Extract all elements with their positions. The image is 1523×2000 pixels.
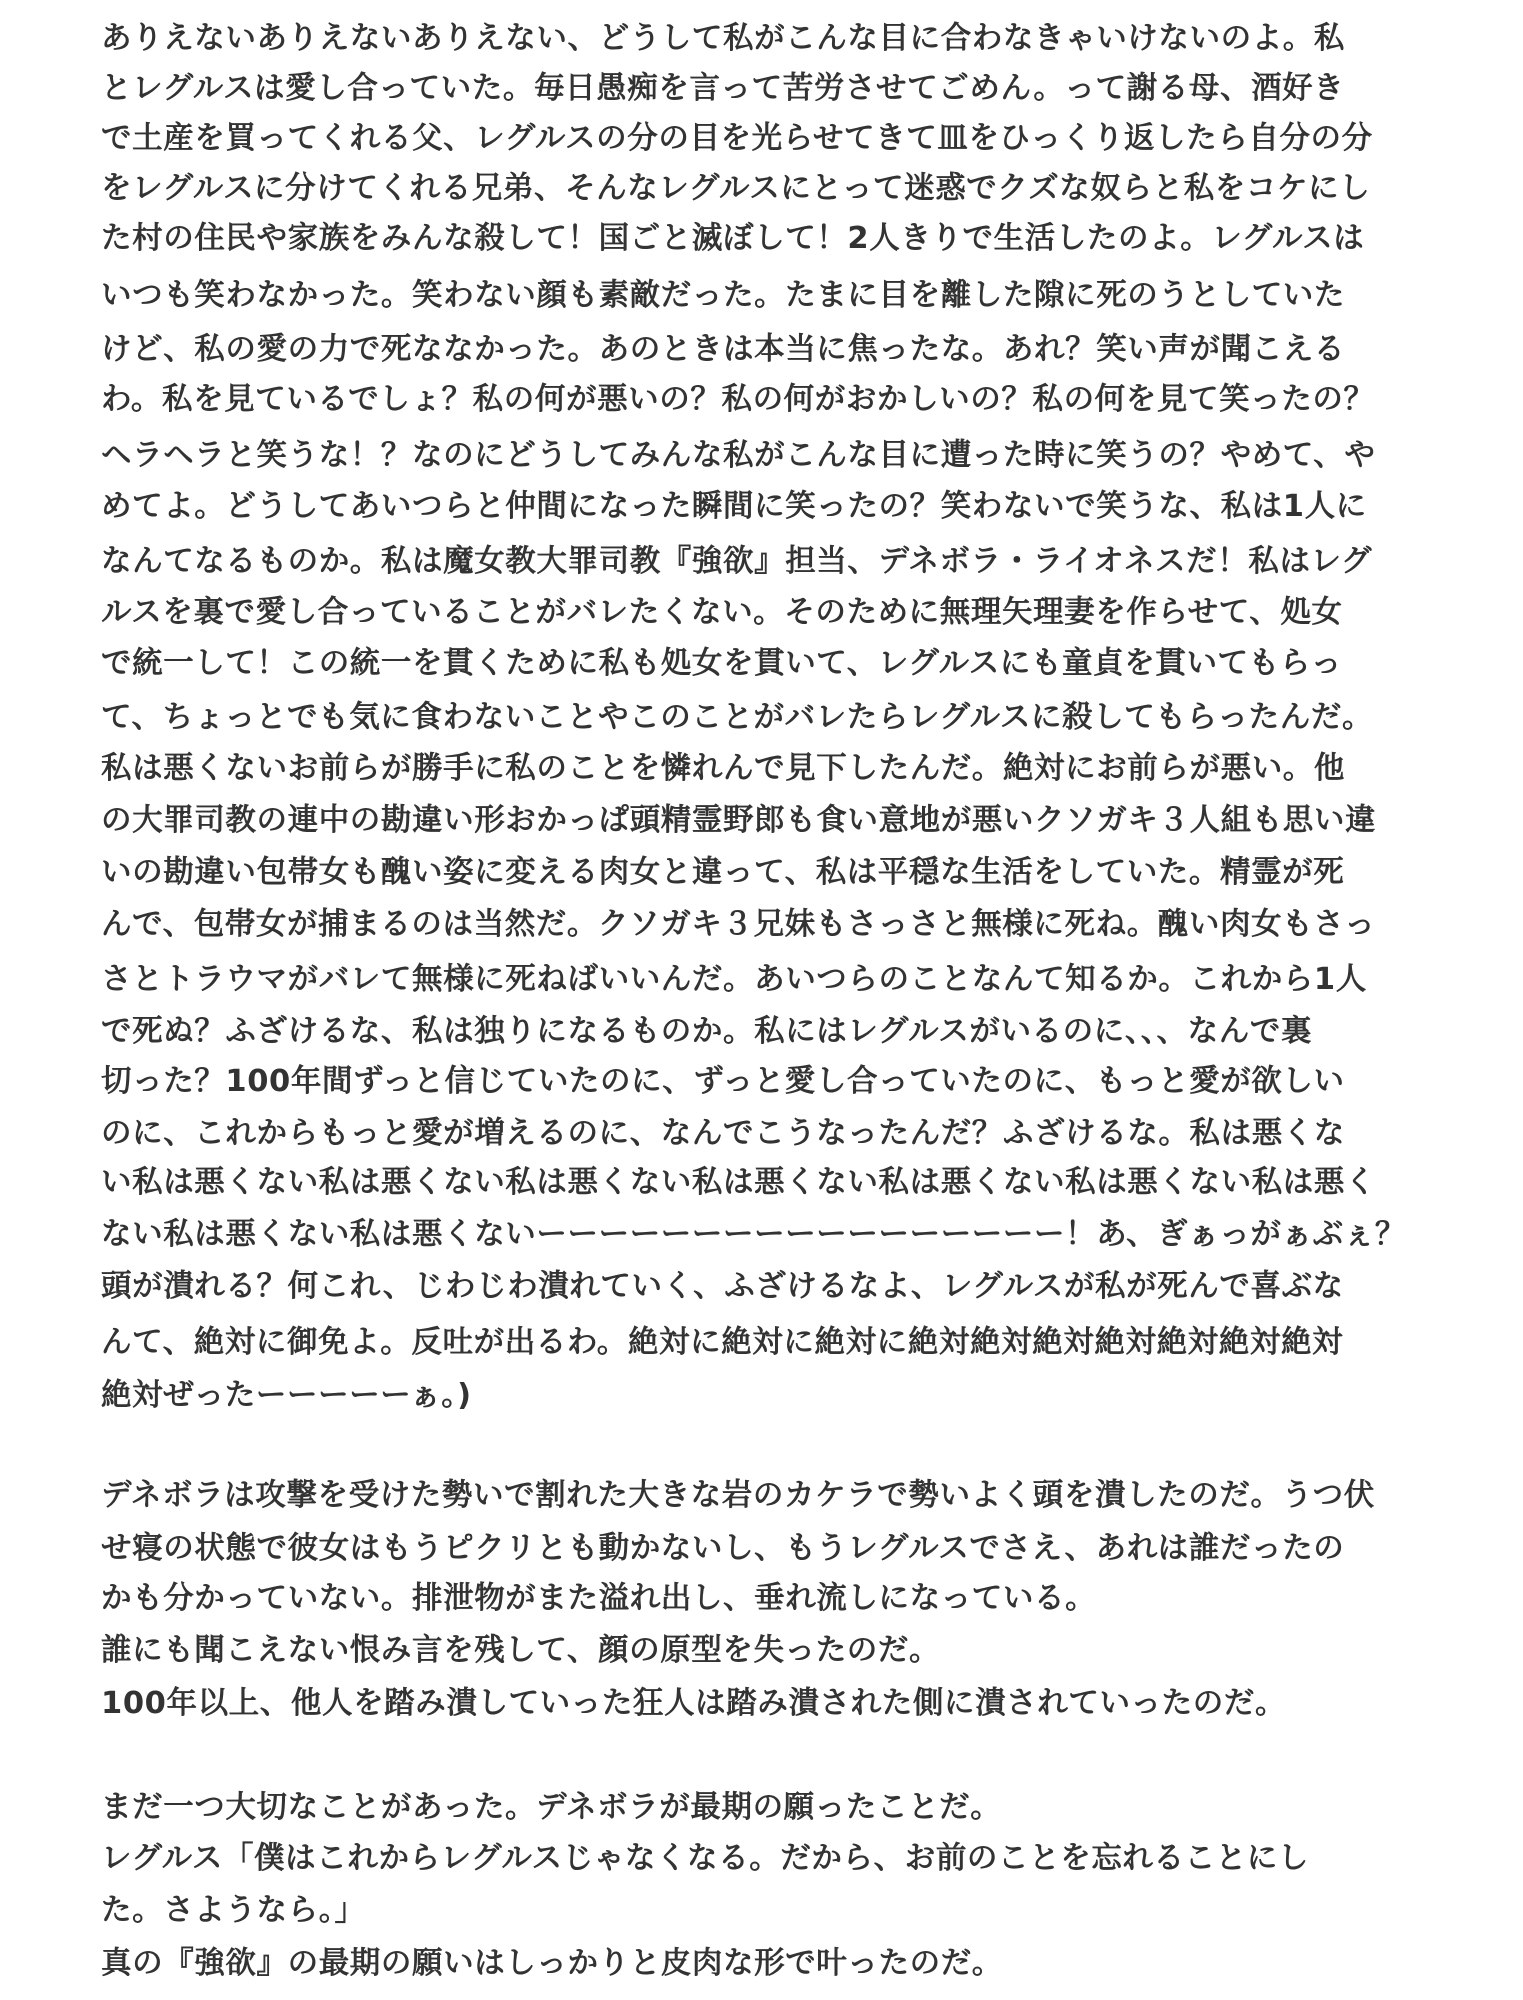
text-line: ルスを裏で愛し合っていることがバレたくない。そのために無理矢理妻を作らせて、処女	[101, 595, 1343, 630]
text-line: 切った？100年間ずっと信じていたのに、ずっと愛し合っていたのに、もっと愛が欲しい	[101, 1064, 1345, 1099]
text-line: 私は悪くないお前らが勝手に私のことを憐れんで見下したんだ。絶対にお前らが悪い。他	[101, 751, 1345, 786]
text-line: のに、これからもっと愛が増えるのに、なんでこうなったんだ？ふざけるな。私は悪くな	[101, 1116, 1345, 1151]
text-line: の大罪司教の連中の勘違い形おかっぱ頭精霊野郎も食い意地が悪いクソガキ３人組も思い違	[101, 803, 1377, 838]
text-line: けど、私の愛の力で死ななかった。あのときは本当に焦ったな。あれ？笑い声が聞こえる	[101, 332, 1345, 367]
text-line: いつも笑わなかった。笑わない顔も素敵だった。たまに目を離した隙に死のうとしていた	[101, 278, 1345, 313]
text-line: デネボラは攻撃を受けた勢いで割れた大きな岩のカケラで勢いよく頭を潰したのだ。うつ伏	[101, 1478, 1375, 1513]
text-line: た村の住民や家族をみんな殺して！国ごと滅ぼして！2人きりで生活したのよ。レグルスは	[101, 221, 1365, 256]
text-line: ヘラヘラと笑うな！？なのにどうしてみんな私がこんな目に遭った時に笑うの？やめて、や	[101, 438, 1376, 473]
text-line: ない私は悪くない私は悪くないーーーーーーーーーーーーーーーーー！あ、ぎぁっがぁぶぇ？	[101, 1217, 1406, 1252]
text-line: 誰にも聞こえない恨み言を残して、顔の原型を失ったのだ。	[101, 1633, 941, 1668]
text-line: かも分かっていない。排泄物がまた溢れ出し、垂れ流しになっている。	[101, 1581, 1097, 1616]
text-line: 100年以上、他人を踏み潰していった狂人は踏み潰された側に潰されていったのだ。	[101, 1686, 1287, 1721]
text-line: 頭が潰れる？何これ、じわじわ潰れていく、ふざけるなよ、レグルスが私が死んで喜ぶな	[101, 1269, 1344, 1304]
text-line: 真の『強欲』の最期の願いはしっかりと皮肉な形で叶ったのだ。	[101, 1946, 1003, 1981]
text-line: いの勘違い包帯女も醜い姿に変える肉女と違って、私は平穏な生活をしていた。精霊が死	[101, 855, 1345, 890]
text-line: ありえないありえないありえない、どうして私がこんな目に合わなきゃいけないのよ。私	[101, 21, 1345, 56]
text-line: い私は悪くない私は悪くない私は悪くない私は悪くない私は悪くない私は悪くない私は悪く	[101, 1165, 1377, 1200]
text-line: んて、絶対に御免よ。反吐が出るわ。絶対に絶対に絶対に絶対絶対絶対絶対絶対絶対絶対	[101, 1325, 1344, 1360]
text-line: て、ちょっとでも気に食わないことやこのことがバレたらレグルスに殺してもらったんだ。	[101, 700, 1374, 735]
text-line: で統一して！この統一を貫くために私も処女を貫いて、レグルスにも童貞を貫いてもらっ	[101, 646, 1342, 681]
text-line: まだ一つ大切なことがあった。デネボラが最期の願ったことだ。	[101, 1790, 1002, 1825]
text-line: 絶対ぜったーーーーーぁ。)	[101, 1378, 472, 1413]
text-line: をレグルスに分けてくれる兄弟、そんなレグルスにとって迷惑でクズな奴らと私をコケにし	[101, 171, 1371, 206]
text-line: さとトラウマがバレて無様に死ねばいいんだ。あいつらのことなんて知るか。これから1人	[101, 962, 1367, 997]
text-line: なんてなるものか。私は魔女教大罪司教『強欲』担当、デネボラ・ライオネスだ！私はレグ	[101, 544, 1373, 579]
text-line: わ。私を見ているでしょ？私の何が悪いの？私の何がおかしいの？私の何を見て笑ったの？	[101, 382, 1375, 417]
text-line: で死ぬ？ふざけるな、私は独りになるものか。私にはレグルスがいるのに、、、なんで裏	[101, 1014, 1313, 1049]
text-line: とレグルスは愛し合っていた。毎日愚痴を言って苦労させてごめん。って謝る母、酒好き	[101, 71, 1345, 106]
text-line: レグルス「僕はこれからレグルスじゃなくなる。だから、お前のことを忘れることにし	[101, 1841, 1310, 1876]
text-line: た。さようなら。」	[101, 1893, 366, 1928]
text-line: せ寝の状態で彼女はもうピクリとも動かないし、もうレグルスでさえ、あれは誰だったの	[101, 1531, 1345, 1566]
text-line: んで、包帯女が捕まるのは当然だ。クソガキ３兄妹もさっさと無様に死ね。醜い肉女もさっ	[101, 907, 1376, 942]
text-line: で土産を買ってくれる父、レグルスの分の目を光らせてきて皿をひっくり返したら自分の分	[101, 121, 1373, 156]
text-line: めてよ。どうしてあいつらと仲間になった瞬間に笑ったの？笑わないで笑うな、私は1人に	[101, 489, 1367, 524]
